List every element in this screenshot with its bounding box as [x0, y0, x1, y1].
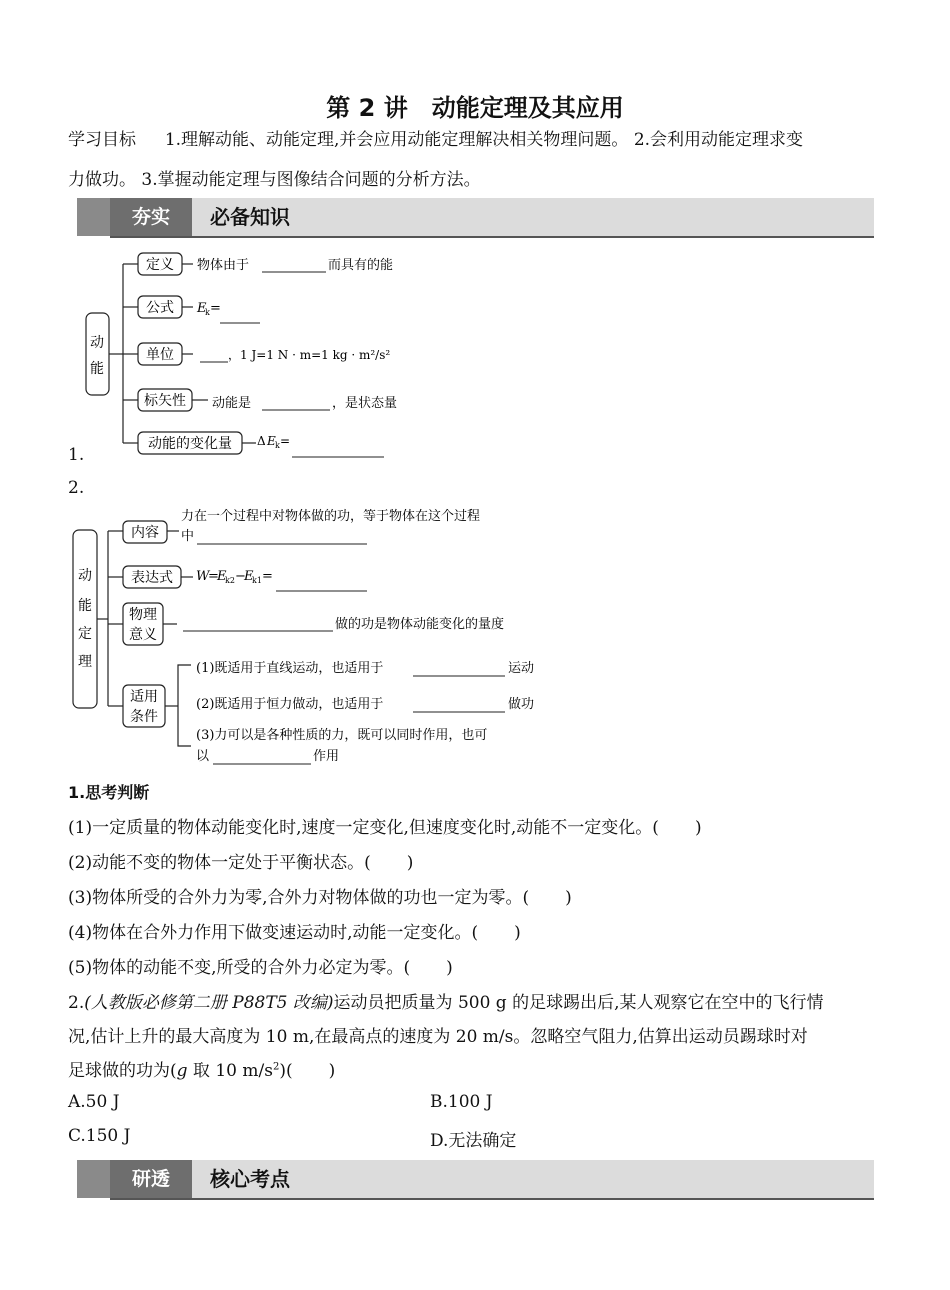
root-char-1: 动: [90, 335, 104, 351]
change-eq: =: [280, 434, 291, 448]
section-banner-core: [77, 1160, 874, 1200]
meaning-text: 做的功是物体动能变化的量度: [335, 617, 505, 632]
banner-tab-label: 研透: [110, 1160, 192, 1198]
option-d[interactable]: D.无法确定: [430, 1131, 517, 1151]
scalar-text-b: ，是状态量: [332, 396, 398, 411]
definition-text-b: 而具有的能: [328, 258, 394, 273]
page-title: 第 2 讲 动能定理及其应用: [326, 94, 624, 122]
condition-2a: (2)既适用于恒力做动，也适用于: [196, 697, 384, 712]
label-meaning-1: 物理: [129, 607, 157, 623]
root-box: [86, 313, 109, 395]
formula-eq: =: [210, 301, 221, 316]
expr-eq2: =: [262, 569, 273, 584]
label-unit: 单位: [146, 347, 174, 363]
section-title-judgement: 1.思考判断: [68, 783, 150, 802]
learning-goals-line2: 力做功。 3.掌握动能定理与图像结合问题的分析方法。: [68, 170, 481, 190]
condition-3-line1: (3)力可以是各种性质的力，既可以同时作用，也可: [196, 728, 488, 743]
root-char-4: 理: [78, 654, 92, 670]
option-c[interactable]: C.150 J: [68, 1126, 131, 1146]
scalar-text-a: 动能是: [212, 396, 252, 411]
label-expression: 表达式: [131, 570, 173, 586]
root-char-1: 动: [78, 568, 92, 584]
definition-text-a: 物体由于: [197, 258, 250, 273]
root-char-3: 定: [78, 626, 92, 642]
banner-title: 核心考点: [210, 1167, 290, 1191]
content-line1: 力在一个过程中对物体做的功，等于物体在这个过程: [181, 509, 481, 524]
label-formula: 公式: [146, 300, 174, 316]
judgement-item-3: (3)物体所受的合外力为零,合外力对物体做的功也一定为零。( ): [68, 888, 572, 908]
root-char-2: 能: [78, 598, 92, 614]
expr-minus: −: [235, 569, 246, 584]
expr-sub2: k1: [252, 576, 262, 585]
expr-e2: E: [244, 569, 254, 584]
change-delta: Δ: [257, 434, 266, 448]
condition-3b: 作用: [313, 749, 340, 764]
label-change: 动能的变化量: [148, 436, 232, 452]
change-sub: k: [275, 441, 280, 450]
expr-sub1: k2: [225, 576, 235, 585]
option-a[interactable]: A.50 J: [68, 1092, 120, 1112]
label-meaning-2: 意义: [129, 627, 157, 643]
change-e: E: [267, 434, 276, 448]
item-number-1: 1.: [68, 445, 85, 465]
question-2-line1: 2.(人教版必修第二册 P88T5 改编)运动员把质量为 500 g 的足球踢出后,某人观察它在空中的飞行情: [68, 993, 824, 1013]
label-conditions-1: 适用: [130, 689, 158, 705]
banner-title: 必备知识: [210, 205, 290, 229]
item-number-2: 2.: [68, 478, 85, 498]
condition-2b: 做功: [508, 697, 535, 712]
label-definition: 定义: [146, 257, 174, 273]
kinetic-energy-diagram: [60, 245, 480, 470]
formula-sub: k: [205, 308, 210, 317]
root-char-2: 能: [90, 361, 104, 377]
label-content: 内容: [131, 525, 159, 541]
kinetic-energy-theorem-diagram: [65, 500, 555, 770]
question-source: (人教版必修第二册 P88T5 改编): [84, 993, 334, 1013]
condition-3a: 以: [196, 749, 210, 764]
expr-e1: E: [217, 569, 227, 584]
judgement-item-1: (1)一定质量的物体动能变化时,速度一定变化,但速度变化时,动能不一定变化。( ): [68, 818, 702, 838]
expr-eq1: =: [208, 569, 219, 584]
question-2-line3: 足球做的功为(g 取 10 $m/s^2$)( ): [68, 1061, 336, 1081]
section-banner-basics: [77, 198, 874, 238]
banner-tab-label: 夯实: [110, 198, 192, 236]
formula-e: E: [197, 301, 207, 316]
content-line2: 中: [181, 529, 195, 544]
judgement-item-4: (4)物体在合外力作用下做变速运动时,动能一定变化。( ): [68, 923, 521, 943]
unit-text: ，1 J=1 N · m=1 kg · m²/s²: [228, 348, 391, 362]
learning-goals-line1: [68, 125, 803, 150]
condition-1b: 运动: [508, 661, 535, 676]
label-scalar: 标矢性: [144, 393, 186, 409]
learning-goals-text1: 1.理解动能、动能定理,并会应用动能定理解决相关物理问题。 2.会利用动能定理求变: [164, 130, 804, 150]
label-conditions-2: 条件: [130, 709, 158, 725]
option-b[interactable]: B.100 J: [430, 1092, 493, 1112]
judgement-item-5: (5)物体的动能不变,所受的合外力必定为零。( ): [68, 958, 453, 978]
condition-1a: (1)既适用于直线运动，也适用于: [196, 661, 384, 676]
root-box: [73, 530, 97, 708]
judgement-item-2: (2)动能不变的物体一定处于平衡状态。( ): [68, 853, 414, 873]
expr-w: W: [196, 569, 210, 584]
learning-goals-label: 学习目标: [68, 130, 136, 150]
question-2-line2: 况,估计上升的最大高度为 10 m,在最高点的速度为 20 m/s。忽略空气阻力,估算出运动员踢球时对: [68, 1027, 808, 1047]
